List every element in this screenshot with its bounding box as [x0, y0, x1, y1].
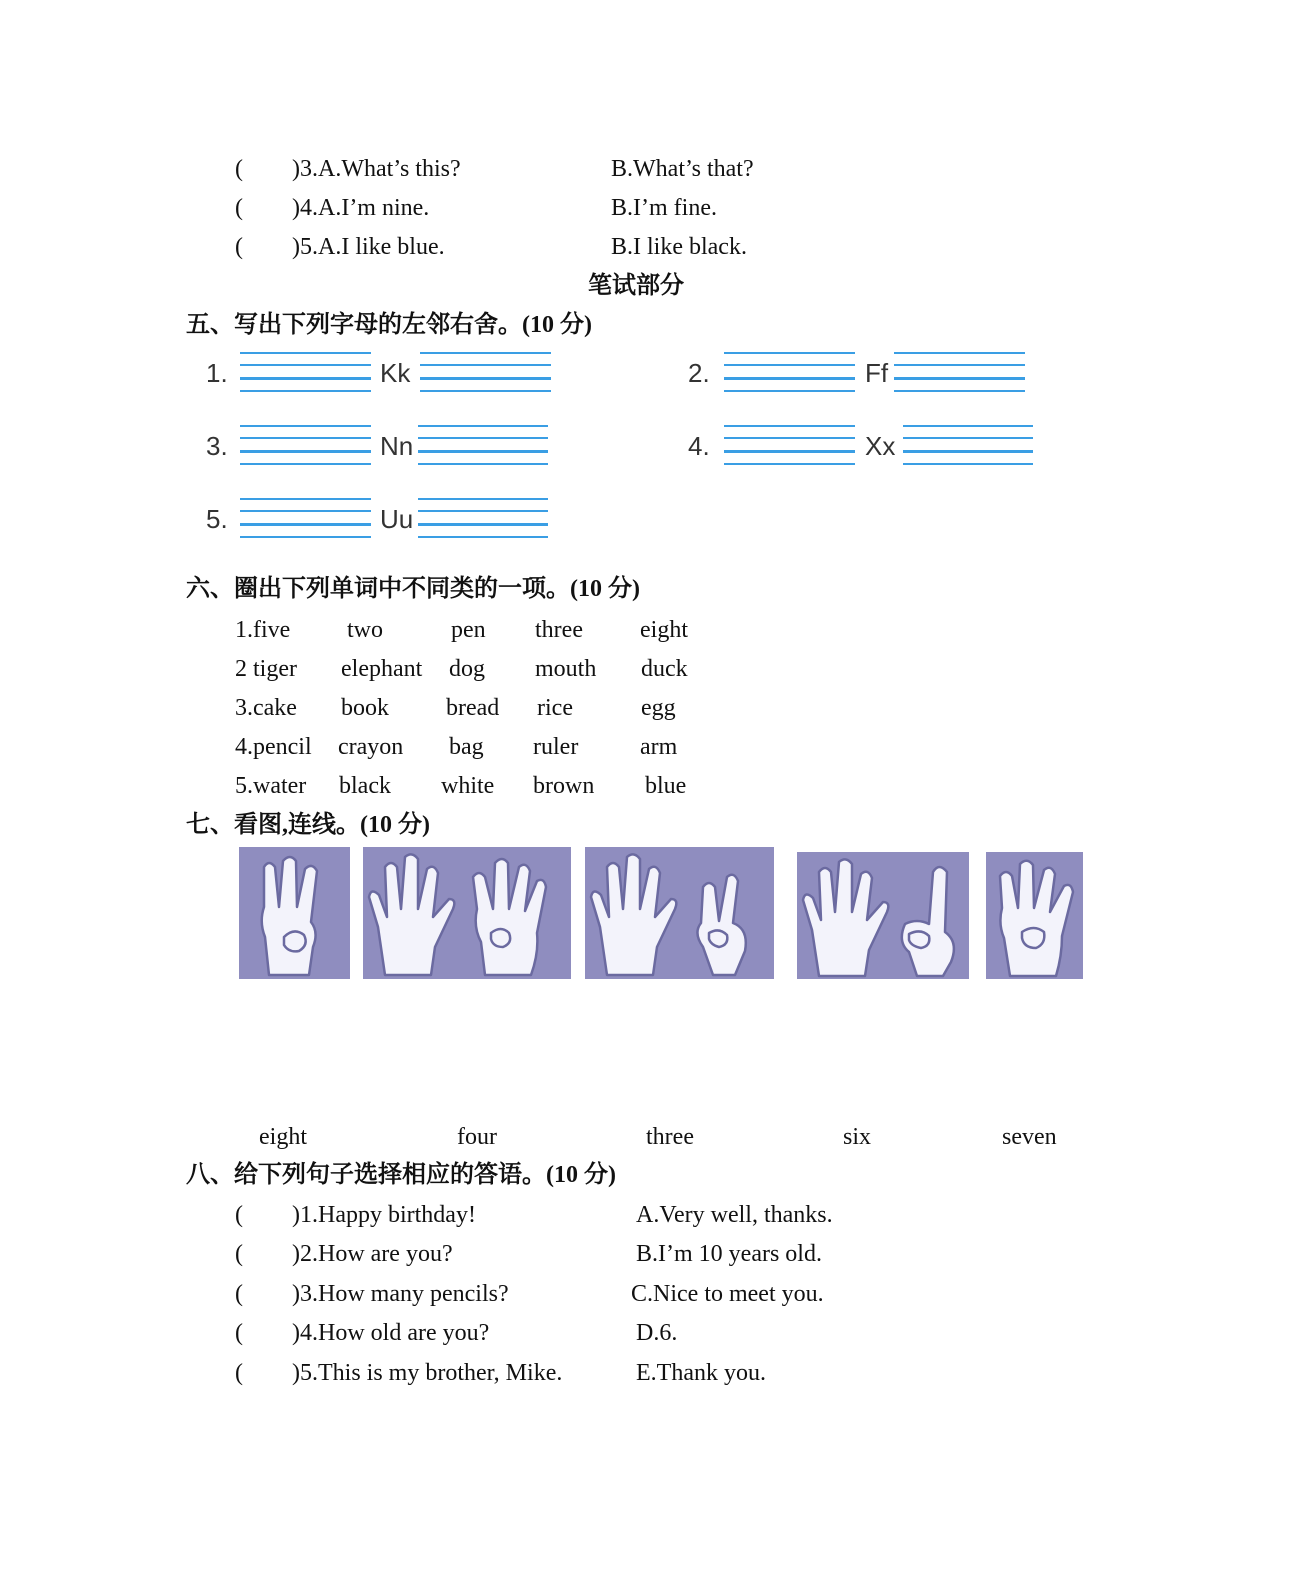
right-writing-lines[interactable] [420, 352, 551, 392]
left-writing-lines[interactable] [724, 425, 855, 465]
right-writing-lines[interactable] [418, 425, 548, 465]
given-letter: Uu [380, 504, 414, 534]
question-text: )3.A.What’s this? [292, 156, 461, 182]
answer-paren[interactable]: ( [235, 156, 243, 182]
question-text: )4.A.I’m nine. [292, 195, 430, 221]
word[interactable]: 4.pencil [235, 734, 312, 760]
word[interactable]: 3.cake [235, 695, 297, 721]
word[interactable]: 1.five [235, 617, 291, 643]
section6-title: 六、圈出下列单词中不同类的一项。(10 分) [186, 576, 640, 602]
answer-option: D.6. [636, 1320, 678, 1346]
word[interactable]: blue [645, 773, 687, 799]
word-three[interactable]: three [646, 1124, 694, 1150]
word-six[interactable]: six [843, 1124, 872, 1150]
word[interactable]: 2 tiger [235, 656, 297, 682]
word[interactable]: pen [451, 617, 486, 643]
word[interactable]: bread [446, 695, 500, 721]
word-seven[interactable]: seven [1002, 1124, 1057, 1150]
given-letter: Xx [865, 431, 896, 461]
given-letter: Ff [865, 358, 889, 388]
option-b: B.What’s that? [611, 156, 754, 182]
word[interactable]: ruler [533, 734, 579, 760]
answer-option: C.Nice to meet you. [631, 1281, 824, 1307]
three-fingers-icon[interactable] [239, 847, 350, 979]
seven-fingers-icon[interactable] [585, 847, 774, 979]
eight-fingers-icon[interactable] [363, 847, 571, 979]
word[interactable]: mouth [535, 656, 597, 682]
left-writing-lines[interactable] [240, 498, 371, 538]
question-text: )3.How many pencils? [292, 1281, 509, 1307]
word[interactable]: three [535, 617, 583, 643]
left-writing-lines[interactable] [724, 352, 855, 392]
word[interactable]: rice [537, 695, 573, 721]
word[interactable]: elephant [341, 656, 423, 682]
word[interactable]: brown [533, 773, 595, 799]
answer-option: B.I’m 10 years old. [636, 1241, 822, 1267]
word[interactable]: eight [640, 617, 688, 643]
question-text: )5.A.I like blue. [292, 234, 445, 260]
left-writing-lines[interactable] [240, 352, 371, 392]
written-part-title: 笔试部分 [588, 273, 684, 299]
right-writing-lines[interactable] [894, 352, 1025, 392]
right-writing-lines[interactable] [418, 498, 548, 538]
word[interactable]: egg [641, 695, 676, 721]
question-text: )1.Happy birthday! [292, 1202, 476, 1228]
item-number: 2. [688, 358, 710, 388]
item-number: 3. [206, 431, 228, 461]
answer-paren[interactable]: ( [235, 234, 243, 260]
right-writing-lines[interactable] [903, 425, 1033, 465]
answer-option: E.Thank you. [636, 1360, 766, 1386]
word[interactable]: bag [449, 734, 484, 760]
answer-paren[interactable]: ( [235, 1360, 243, 1386]
option-b: B.I’m fine. [611, 195, 717, 221]
item-number: 4. [688, 431, 710, 461]
question-text: )4.How old are you? [292, 1320, 490, 1346]
answer-option: A.Very well, thanks. [636, 1202, 833, 1228]
word-four[interactable]: four [457, 1124, 497, 1150]
answer-paren[interactable]: ( [235, 1202, 243, 1228]
option-b: B.I like black. [611, 234, 747, 260]
word[interactable]: dog [449, 656, 485, 682]
word[interactable]: duck [641, 656, 688, 682]
item-number: 1. [206, 358, 228, 388]
answer-paren[interactable]: ( [235, 1281, 243, 1307]
given-letter: Kk [380, 358, 411, 388]
four-fingers-icon[interactable] [986, 852, 1083, 979]
word[interactable]: two [347, 617, 383, 643]
answer-paren[interactable]: ( [235, 1241, 243, 1267]
section7-title: 七、看图,连线。(10 分) [186, 812, 430, 838]
word[interactable]: black [339, 773, 391, 799]
left-writing-lines[interactable] [240, 425, 371, 465]
section8-title: 八、给下列句子选择相应的答语。(10 分) [186, 1162, 616, 1188]
section5-title: 五、写出下列字母的左邻右舍。(10 分) [186, 312, 592, 338]
question-text: )5.This is my brother, Mike. [292, 1360, 563, 1386]
word-eight[interactable]: eight [259, 1124, 307, 1150]
question-text: )2.How are you? [292, 1241, 453, 1267]
word[interactable]: 5.water [235, 773, 307, 799]
given-letter: Nn [380, 431, 414, 461]
word[interactable]: book [341, 695, 389, 721]
word[interactable]: crayon [338, 734, 404, 760]
word[interactable]: white [441, 773, 495, 799]
word[interactable]: arm [640, 734, 678, 760]
six-fingers-icon[interactable] [797, 852, 969, 979]
item-number: 5. [206, 504, 228, 534]
answer-paren[interactable]: ( [235, 195, 243, 221]
answer-paren[interactable]: ( [235, 1320, 243, 1346]
